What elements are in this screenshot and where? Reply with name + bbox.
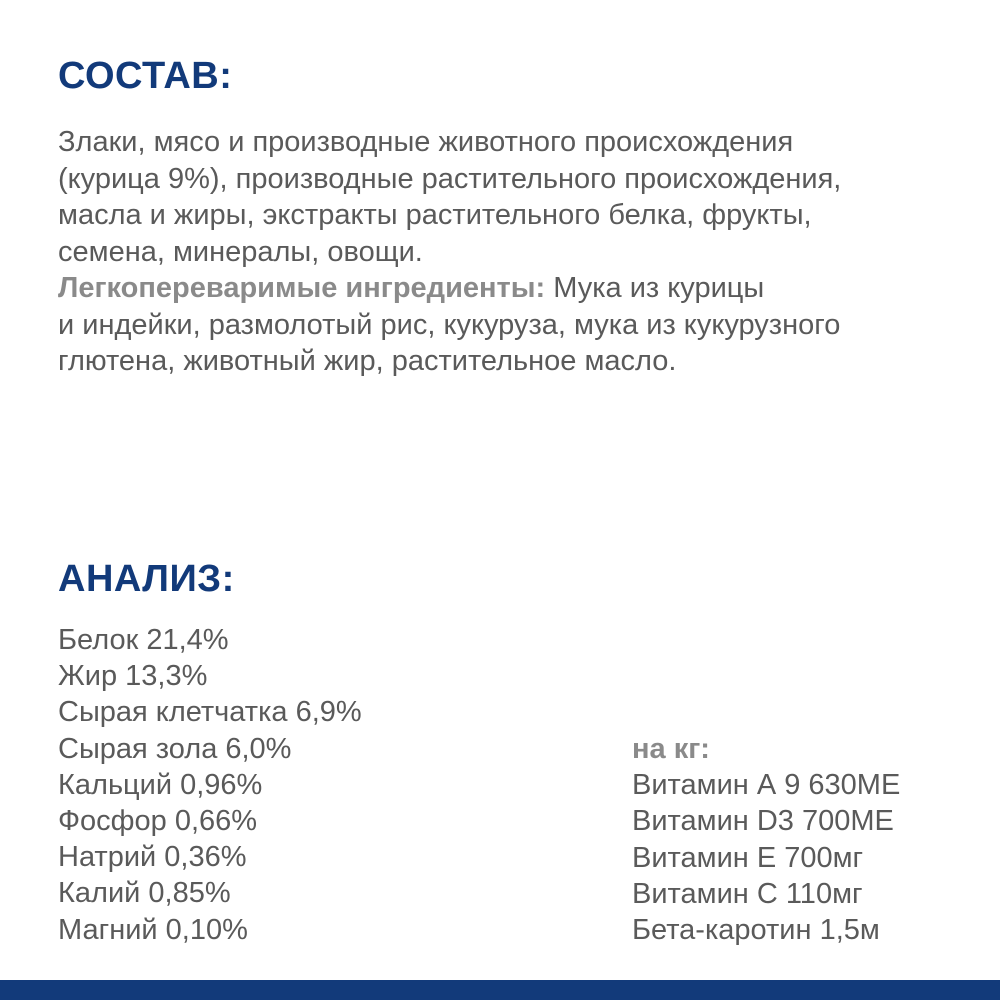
digestible-line: глютена, животный жир, растительное масло. [58,345,677,377]
composition-line: масла и жиры, экстракты растительного белка, фрукты, [58,199,812,231]
analysis-item: Сырая зола 6,0% [58,732,292,765]
digestible-first-line [58,270,988,307]
digestible-first-text: Мука из курицы [545,272,765,304]
vitamin-item: Витамин D3 700МЕ [632,805,894,838]
composition-heading: СОСТАВ: [58,55,233,97]
vitamin-item: Витамин С 110мг [632,877,863,910]
analysis-list [58,622,362,948]
analysis-item: Фосфор 0,66% [58,805,258,838]
vitamin-item: Витамин Е 700мг [632,841,864,874]
analysis-heading: АНАЛИЗ: [58,558,235,600]
analysis-item: Белок 21,4% [58,624,229,656]
analysis-item: Сырая клетчатка 6,9% [58,696,362,729]
analysis-item: Жир 13,3% [58,660,208,693]
bottom-brand-bar [0,980,1000,1000]
vitamin-item: Бета-каротин 1,5м [632,914,880,947]
vitamins-list [632,731,900,948]
analysis-item: Магний 0,10% [58,913,248,946]
analysis-item: Натрий 0,36% [58,841,247,874]
vitamins-title: на кг: [632,733,710,765]
vitamin-item: Витамин А 9 630МЕ [632,769,901,802]
digestible-ingredients-text [58,270,988,380]
analysis-item: Калий 0,85% [58,877,231,910]
composition-text [58,124,988,270]
analysis-item: Кальций 0,96% [58,768,263,801]
composition-line: Злаки, мясо и производные животного происхождения [58,126,794,158]
digestible-line: и индейки, размолотый рис, кукуруза, мука из кукурузного [58,308,841,341]
composition-line: (курица 9%), производные растительного происхождения, [58,162,842,195]
digestible-label: Легкопереваримые ингредиенты: [58,272,546,304]
composition-line: семена, минералы, овощи. [58,235,423,268]
